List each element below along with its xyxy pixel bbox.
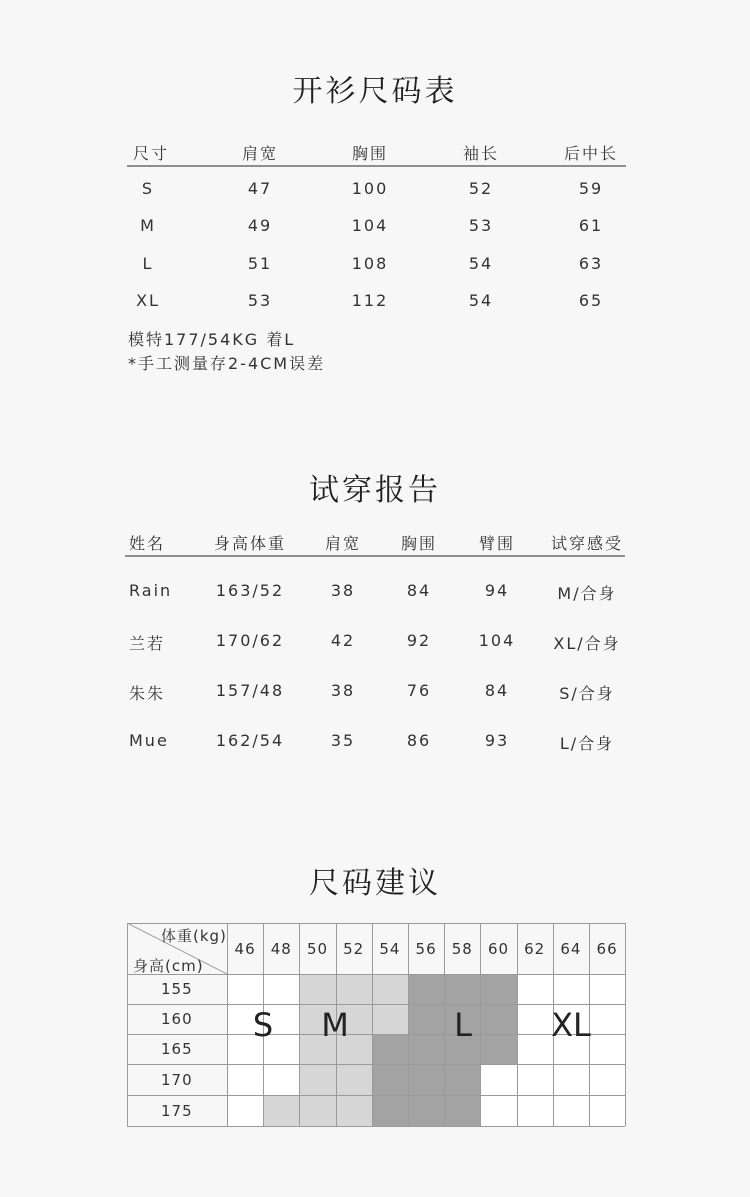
weight-tick: 54 xyxy=(379,940,401,958)
weight-tick: 46 xyxy=(234,940,256,958)
grid-fill-cell xyxy=(517,1034,553,1064)
measure-note: *手工测量存2-4CM误差 xyxy=(128,354,326,373)
table-cell: S xyxy=(141,179,155,198)
grid-fill-cell xyxy=(227,1095,263,1126)
grid-fill-cell xyxy=(444,1064,480,1095)
table-cell: L/合身 xyxy=(559,734,615,753)
table-cell: 47 xyxy=(247,179,273,198)
grid-fill-cell xyxy=(408,1064,444,1095)
table-cell: 54 xyxy=(468,254,494,273)
grid-line xyxy=(127,1064,625,1065)
size-chart-title: 开衫尺码表 xyxy=(292,74,458,109)
table-cell: 100 xyxy=(351,179,389,198)
grid-fill-cell xyxy=(444,974,480,1004)
header-cell: 后中长 xyxy=(563,144,619,163)
weight-tick: 52 xyxy=(343,940,365,958)
grid-line xyxy=(127,1004,625,1005)
table-cell: 94 xyxy=(484,581,510,600)
header-cell: 袖长 xyxy=(462,144,500,163)
grid-fill-cell xyxy=(372,1064,408,1095)
table-cell: 兰若 xyxy=(129,634,166,653)
table-cell: 163/52 xyxy=(215,581,285,600)
grid-fill-cell xyxy=(553,1095,589,1126)
header-divider xyxy=(125,555,625,557)
header-cell: 肩宽 xyxy=(324,534,362,553)
weight-tick: 60 xyxy=(487,940,510,958)
size-zone-label: M xyxy=(321,1006,349,1044)
table-cell: 53 xyxy=(247,291,273,310)
weight-tick: 62 xyxy=(524,940,546,958)
table-cell: M xyxy=(140,216,156,235)
grid-fill-cell xyxy=(589,1034,625,1064)
grid-fill-cell xyxy=(553,1064,589,1095)
table-cell: 51 xyxy=(247,254,273,273)
header-cell: 身高体重 xyxy=(213,534,287,553)
grid-fill-cell xyxy=(408,974,444,1004)
table-cell: 162/54 xyxy=(215,731,285,750)
fit-report-title: 试穿报告 xyxy=(309,473,441,508)
header-divider xyxy=(127,165,626,167)
table-cell: 104 xyxy=(351,216,389,235)
table-cell: 65 xyxy=(578,291,604,310)
grid-fill-cell xyxy=(480,1095,516,1126)
table-cell: 35 xyxy=(330,731,356,750)
table-cell: 157/48 xyxy=(215,681,285,700)
table-cell: 108 xyxy=(351,254,389,273)
grid-fill-cell xyxy=(480,1064,516,1095)
grid-fill-cell xyxy=(263,1064,299,1095)
grid-line xyxy=(127,1126,625,1127)
size-zone-label: XL xyxy=(551,1006,591,1044)
table-cell: L xyxy=(142,254,154,273)
header-cell: 姓名 xyxy=(129,534,166,553)
grid-fill-cell xyxy=(517,1095,553,1126)
table-cell: 38 xyxy=(330,681,356,700)
header-cell: 臂围 xyxy=(478,534,516,553)
table-cell: 170/62 xyxy=(215,631,285,650)
table-cell: M/合身 xyxy=(557,584,617,603)
grid-fill-cell xyxy=(589,1095,625,1126)
grid-fill-cell xyxy=(372,1034,408,1064)
table-cell: XL/合身 xyxy=(553,634,621,653)
header-cell: 肩宽 xyxy=(241,144,279,163)
grid-fill-cell xyxy=(299,974,335,1004)
grid-fill-cell xyxy=(408,1034,444,1064)
table-cell: 朱朱 xyxy=(129,684,166,703)
size-zone-label: L xyxy=(454,1006,472,1044)
height-tick: 165 xyxy=(161,1040,193,1058)
grid-fill-cell xyxy=(299,1095,335,1126)
weight-tick: 50 xyxy=(306,940,329,958)
grid-fill-cell xyxy=(408,1095,444,1126)
table-cell: XL xyxy=(136,291,160,310)
height-tick: 170 xyxy=(161,1070,193,1089)
size-advice-grid xyxy=(127,923,625,1126)
grid-fill-cell xyxy=(336,1064,372,1095)
grid-fill-cell xyxy=(480,974,516,1004)
grid-fill-cell xyxy=(480,1004,516,1034)
table-cell: 92 xyxy=(406,631,432,650)
table-cell: S/合身 xyxy=(559,684,615,703)
weight-axis-label: 体重(kg) xyxy=(161,927,227,945)
weight-tick: 48 xyxy=(270,940,292,958)
grid-fill-cell xyxy=(372,1004,408,1034)
table-cell: 52 xyxy=(468,179,494,198)
grid-fill-cell xyxy=(372,974,408,1004)
table-cell: 59 xyxy=(578,179,604,198)
grid-fill-cell xyxy=(372,1095,408,1126)
grid-line xyxy=(625,923,626,1126)
weight-tick: 64 xyxy=(560,940,582,958)
grid-fill-cell xyxy=(263,1095,299,1126)
table-cell: 104 xyxy=(478,631,516,650)
grid-fill-cell xyxy=(336,1095,372,1126)
weight-tick: 58 xyxy=(451,940,473,958)
table-cell: 84 xyxy=(484,681,510,700)
grid-fill-cell xyxy=(227,1064,263,1095)
header-cell: 试穿感受 xyxy=(550,534,624,553)
table-cell: 76 xyxy=(406,681,432,700)
table-cell: 53 xyxy=(468,216,494,235)
grid-fill-cell xyxy=(336,974,372,1004)
table-cell: Rain xyxy=(129,581,173,600)
header-cell: 胸围 xyxy=(351,144,389,163)
grid-fill-cell xyxy=(517,974,553,1004)
height-tick: 175 xyxy=(161,1101,193,1120)
grid-fill-cell xyxy=(227,974,263,1004)
table-cell: 112 xyxy=(351,291,389,310)
height-tick: 160 xyxy=(161,1010,193,1028)
table-cell: 86 xyxy=(406,731,432,750)
grid-fill-cell xyxy=(553,974,589,1004)
grid-fill-cell xyxy=(589,1004,625,1034)
grid-fill-cell xyxy=(408,1004,444,1034)
grid-fill-cell xyxy=(517,1064,553,1095)
header-cell: 胸围 xyxy=(400,534,438,553)
table-cell: 42 xyxy=(330,631,356,650)
table-cell: 84 xyxy=(406,581,432,600)
model-note: 模特177/54KG 着L xyxy=(128,330,296,349)
grid-fill-cell xyxy=(517,1004,553,1034)
table-cell: 54 xyxy=(468,291,494,310)
table-cell: Mue xyxy=(129,731,169,750)
grid-fill-cell xyxy=(589,1064,625,1095)
table-cell: 49 xyxy=(247,216,273,235)
height-tick: 155 xyxy=(161,980,193,998)
grid-fill-cell xyxy=(589,974,625,1004)
grid-fill-cell xyxy=(263,974,299,1004)
header-cell: 尺寸 xyxy=(133,144,170,163)
table-cell: 93 xyxy=(484,731,510,750)
weight-tick: 56 xyxy=(415,940,437,958)
grid-fill-cell xyxy=(299,1064,335,1095)
size-zone-label: S xyxy=(252,1006,274,1044)
grid-fill-cell xyxy=(480,1034,516,1064)
table-cell: 61 xyxy=(578,216,604,235)
table-cell: 63 xyxy=(578,254,604,273)
grid-fill-cell xyxy=(444,1095,480,1126)
table-cell: 38 xyxy=(330,581,356,600)
grid-line xyxy=(127,1095,625,1096)
size-advice-title: 尺码建议 xyxy=(309,866,441,901)
weight-tick: 66 xyxy=(596,940,618,958)
height-axis-label: 身高(cm) xyxy=(133,957,204,975)
